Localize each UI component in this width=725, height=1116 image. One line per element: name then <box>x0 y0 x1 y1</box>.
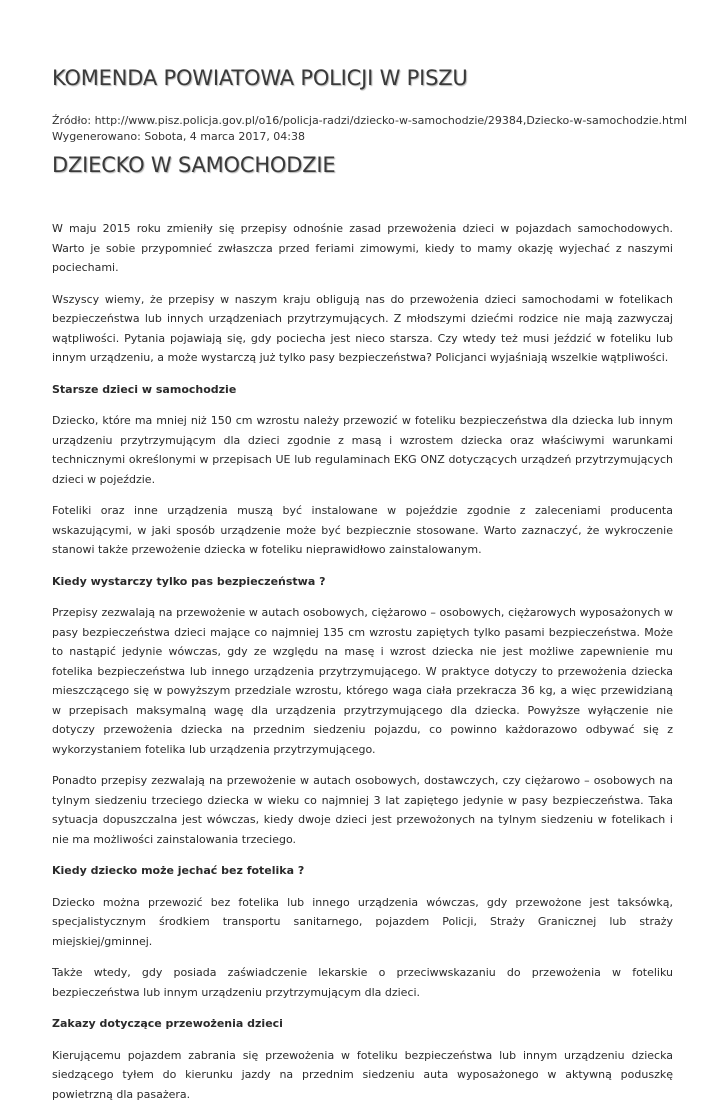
generated-line: Wygenerowano: Sobota, 4 marca 2017, 04:38 <box>52 129 306 143</box>
section-heading: Kiedy wystarczy tylko pas bezpieczeństwa ? <box>52 574 326 588</box>
paragraph: Ponadto przepisy zezwalają na przewożenie w autach osobowych, dostawczych, czy ciężarowo – osobowych na tylnym siedzeniu trzeciego dziecka w wieku co najmniej 3 lat zapiętego jedynie w pasy bezpieczeństwa. Taka sytuacja dopuszczalna jest wówczas, kiedy dwoje dzieci jest przewożonych na tylnym siedzeniu w fotelikach i nie ma możliwości zainstalowania trzeciego. <box>52 774 673 846</box>
paragraph: Wszyscy wiemy, że przepisy w naszym kraju obligują nas do przewożenia dzieci samochodami w fotelikach bezpieczeństwa lub innych urządzeniach przytrzymujących. Z młodszymi dziećmi rodzice nie mają zazwyczaj wątpliwości. Pytania pojawiają się, gdy pociecha jest nieco starsza. Czy wtedy też musi jeździć w foteliku lub innym urządzeniu, a może wystarczą już tylko pasy bezpieczeństwa? Policjanci wyjaśniają wszelkie wątpliwości. <box>52 292 673 364</box>
paragraph: Także wtedy, gdy posiada zaświadczenie lekarskie o przeciwwskazaniu do przewożenia w foteliku bezpieczeństwa lub innym urządzeniu przytrzymującym dla dzieci. <box>52 966 673 999</box>
paragraph: Foteliki oraz inne urządzenia muszą być instalowane w pojeździe zgodnie z zaleceniami producenta wskazującymi, w jaki sposób urządzenie może być bezpiecznie stosowane. Warto zaznaczyć, że wykroczenie stanowi także przewożenie dziecka w foteliku nieprawidłowo zainstalowanym. <box>52 504 673 556</box>
paragraph: Dziecko, które ma mniej niż 150 cm wzrostu należy przewozić w foteliku bezpieczeństwa dla dziecka lub innym urządzeniu przytrzymującym dla dzieci zgodnie z masą i wzrostem dziecka oraz właściwymi warunkami technicznymi określonymi w przepisach UE lub regulaminach EKG ONZ dotyczących urządzeń przytrzymujących dzieci w pojeździe. <box>52 414 673 486</box>
paragraph: Dziecko można przewozić bez fotelika lub innego urządzenia wówczas, gdy przewożone jest taksówką, specjalistycznym środkiem transportu sanitarnego, pojazdem Policji, Straży Granicznej lub straży miejskiej/gminnej. <box>52 895 673 948</box>
document-meta <box>52 113 687 144</box>
section-heading: Starsze dzieci w samochodzie <box>52 382 237 396</box>
article-body <box>52 219 673 1116</box>
paragraph: W maju 2015 roku zmieniły się przepisy odnośnie zasad przewożenia dzieci w pojazdach samochodowych. Warto je sobie przypomnieć zwłaszcza przed feriami zimowymi, kiedy to mamy okazję wyjechać z naszymi pociechami. <box>52 222 673 274</box>
organization-title: KOMENDA POWIATOWA POLICJI W PISZU <box>52 66 468 90</box>
article-title: DZIECKO W SAMOCHODZIE <box>52 153 336 177</box>
section-heading: Zakazy dotyczące przewożenia dzieci <box>52 1017 283 1030</box>
paragraph: Kierującemu pojazdem zabrania się przewożenia w foteliku bezpieczeństwa lub innym urządzeniu dziecka siedzącego tyłem do kierunku jazdy na przednim siedzeniu auta wyposażonego w aktywną poduszkę powietrzną dla pasażera. <box>52 1048 673 1101</box>
section-heading: Kiedy dziecko może jechać bez fotelika ? <box>52 864 305 877</box>
source-line: Źródło: http://www.pisz.policja.gov.pl/o16/policja-radzi/dziecko-w-samochodzie/29384,Dziecko-w-samochodzie.html <box>52 114 688 127</box>
paragraph: Przepisy zezwalają na przewożenie w autach osobowych, ciężarowo – osobowych, ciężarowych wyposażonych w pasy bezpieczeństwa dzieci mające co najmniej 135 cm wzrostu zapiętych tylko pasami bezpieczeństwa. Może to nastąpić jedynie wówczas, gdy ze względu na masę i wzrost dziecka nie jest możliwe zapewnienie mu fotelika bezpieczeństwa lub innego urządzenia przytrzymującego. W praktyce dotyczy to przewożenia dziecka mieszczącego się w powyższym przedziale wzrostu, którego waga ciała przekracza 36 kg, a więc przewidzianą w przepisach maksymalną wagę dla urządzenia przytrzymującego dla dziecka. Powyższe wyłączenie nie dotyczy przewożenia dziecka na przednim siedzeniu pojazdu, co powinno każdorazowo odbywać się z wykorzystaniem fotelika lub urządzenia przytrzymującego. <box>52 606 673 756</box>
